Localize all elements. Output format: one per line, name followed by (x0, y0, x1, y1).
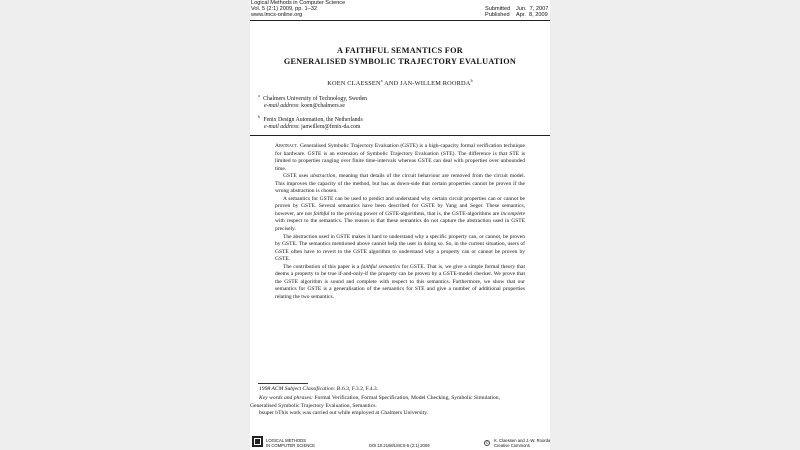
authors-line (250, 78, 550, 87)
acm-value: B.6.3, F.3.2, F.4.3. (336, 386, 379, 392)
abstract-p3-b: to the proving power of GSTE-algorithms, that is, the GSTE-algorithms are (330, 210, 500, 217)
acm-label: 1998 ACM Subject Classification: (259, 386, 336, 392)
abstract-rule (250, 135, 550, 136)
right-background (550, 0, 800, 450)
footnote-rule (258, 383, 308, 384)
keywords-line2: Generalised Symbolic Trajectory Evaluation, Semantics. (250, 403, 377, 409)
affiliation-b-email-label: e-mail address (264, 123, 299, 130)
affiliation-a-email-label: e-mail address (264, 102, 299, 109)
abstract-p5-a: The contribution of this paper is a (283, 263, 360, 270)
copyright-holders: K. Claessen and J.-W. Roorda (494, 438, 550, 443)
affiliation-b-email[interactable]: janwillem@fenix-da.com (301, 123, 361, 130)
journal-name: Logical Methods in Computer Science (251, 0, 346, 6)
abstract-paragraph-3 (275, 196, 525, 234)
doi[interactable]: DOI:10.2168/LMCS-5 (2:1) 2009 (369, 442, 430, 448)
abstract-p3-a: A semantics for GSTE can be used to predict and understand why certain circuit properties can or cannot be proven by GSTE. Several semantics have been described for GSTE by Yang and Seger. These semantics, however, are not (275, 195, 525, 217)
author-1-mark: a (380, 78, 383, 83)
published-date: Apr. 8, 2009 (516, 12, 548, 19)
footnote-note: bsuper bThis work was carried out while employed at Chalmers University. (259, 409, 429, 416)
abstract-p2-em: abstraction (310, 173, 336, 180)
abstract-p5-em: faithful semantics (360, 263, 401, 270)
abstract-label: Abstract. (275, 143, 299, 149)
author-1: KOEN CLAESSEN (327, 80, 381, 88)
submitted-date: Jun. 7, 2007 (516, 5, 549, 12)
acm-classification (259, 385, 378, 394)
abstract-p1-text: Generalised Symbolic Trajectory Evaluation (GSTE) is a high-capacity formal verification technique for hardware. GSTE is an extension of Symbolic Trajectory Evaluation (STE). The difference is that STE is limited to properties ranging over finite time-intervals whereas GSTE can deal with properties over unbounded time. (275, 143, 525, 172)
abstract-p2-end: , meaning that details of the circuit behaviour are removed from the circuit model. This improves the capacity of the method, but has as down-side that certain properties cannot be proven if the wrong abstraction is chosen. (275, 173, 526, 195)
journal-volume: Vol. 5 (2:1) 2009, pp. 1–32 (251, 5, 317, 12)
author-2-mark: b (470, 78, 473, 83)
affiliation-b: $^b$ Fenix Design Automation, the Netherlands e-mail address: janwillem@fenix-da.com (258, 115, 363, 130)
abstract-p2-start: GSTE uses (283, 173, 309, 180)
affiliation-a-email[interactable]: koen@chalmers.se (301, 102, 345, 109)
abstract-paragraph-2 (275, 173, 525, 196)
paper-title-line2: GENERALISED SYMBOLIC TRAJECTORY EVALUATION (283, 57, 517, 66)
abstract-paragraph-4: The abstraction used in GSTE makes it hard to understand why a specific property can, or cannot, be proven by GSTE. The semantics mentioned above cannot help the user in doing so. So, in the current situation, users of GSTE often have to revert to the GSTE algorithm to understand why a property can or cannot be proven by GSTE. (275, 233, 525, 263)
affiliation-b-mark: b (258, 115, 260, 119)
affiliation-a-mark: a (258, 94, 260, 98)
authors-and: AND JAN-WILLEM ROORDA (384, 80, 471, 88)
license[interactable]: Creative Commons (494, 442, 530, 448)
keywords-line1 (259, 394, 500, 403)
logo-text-1: LOGICAL METHODS (266, 438, 307, 443)
header-rule (250, 20, 550, 21)
lmcs-logo (252, 436, 263, 447)
paper-page (250, 0, 550, 450)
keywords-value-1: Formal Verification, Formal Specification, Model Checking, Symbolic Simulation, (314, 394, 500, 401)
abstract-paragraph-1 (275, 143, 525, 173)
copyright-icon: © (485, 441, 489, 445)
logo-text-2: IN COMPUTER SCIENCE (266, 442, 316, 448)
affiliation-b-institution: Fenix Design Automation, the Netherlands (263, 116, 363, 123)
left-background (0, 0, 250, 450)
affiliation-a-institution: Chalmers University of Technology, Sweden (263, 95, 368, 102)
abstract-paragraph-5 (275, 264, 525, 302)
paper-title-line1: A FAITHFUL SEMANTICS FOR (336, 46, 463, 55)
abstract (275, 143, 525, 301)
abstract-p5-b: for GSTE. That is, we give a simple formal theory that deems a property to be true if-and-only-if the property can be proven by a GSTE-model checker. We prove that the GSTE algorithm is sound and complete with respect to this semantics. Furthermore, we show that our semantics for GSTE is a generalisation of the semantics for STE and give a number of additional properties relating the two semantics. (275, 263, 525, 300)
abstract-p3-em1: faithful (313, 210, 330, 217)
abstract-p3-em2: incomplete (500, 210, 526, 217)
submitted-label: Submitted (485, 5, 511, 12)
keywords-label: Key words and phrases: (259, 394, 314, 401)
abstract-p3-c: with respect to the semantics. The reason is that these semantics do not capture the abstraction used in GSTE precisely. (275, 218, 525, 233)
published-label: Published (485, 12, 510, 19)
affiliation-a: $^a$ Chalmers University of Technology, Sweden e-mail address: koen@chalmers.se (258, 94, 368, 109)
journal-website[interactable]: www.lmcs-online.org (251, 12, 303, 19)
